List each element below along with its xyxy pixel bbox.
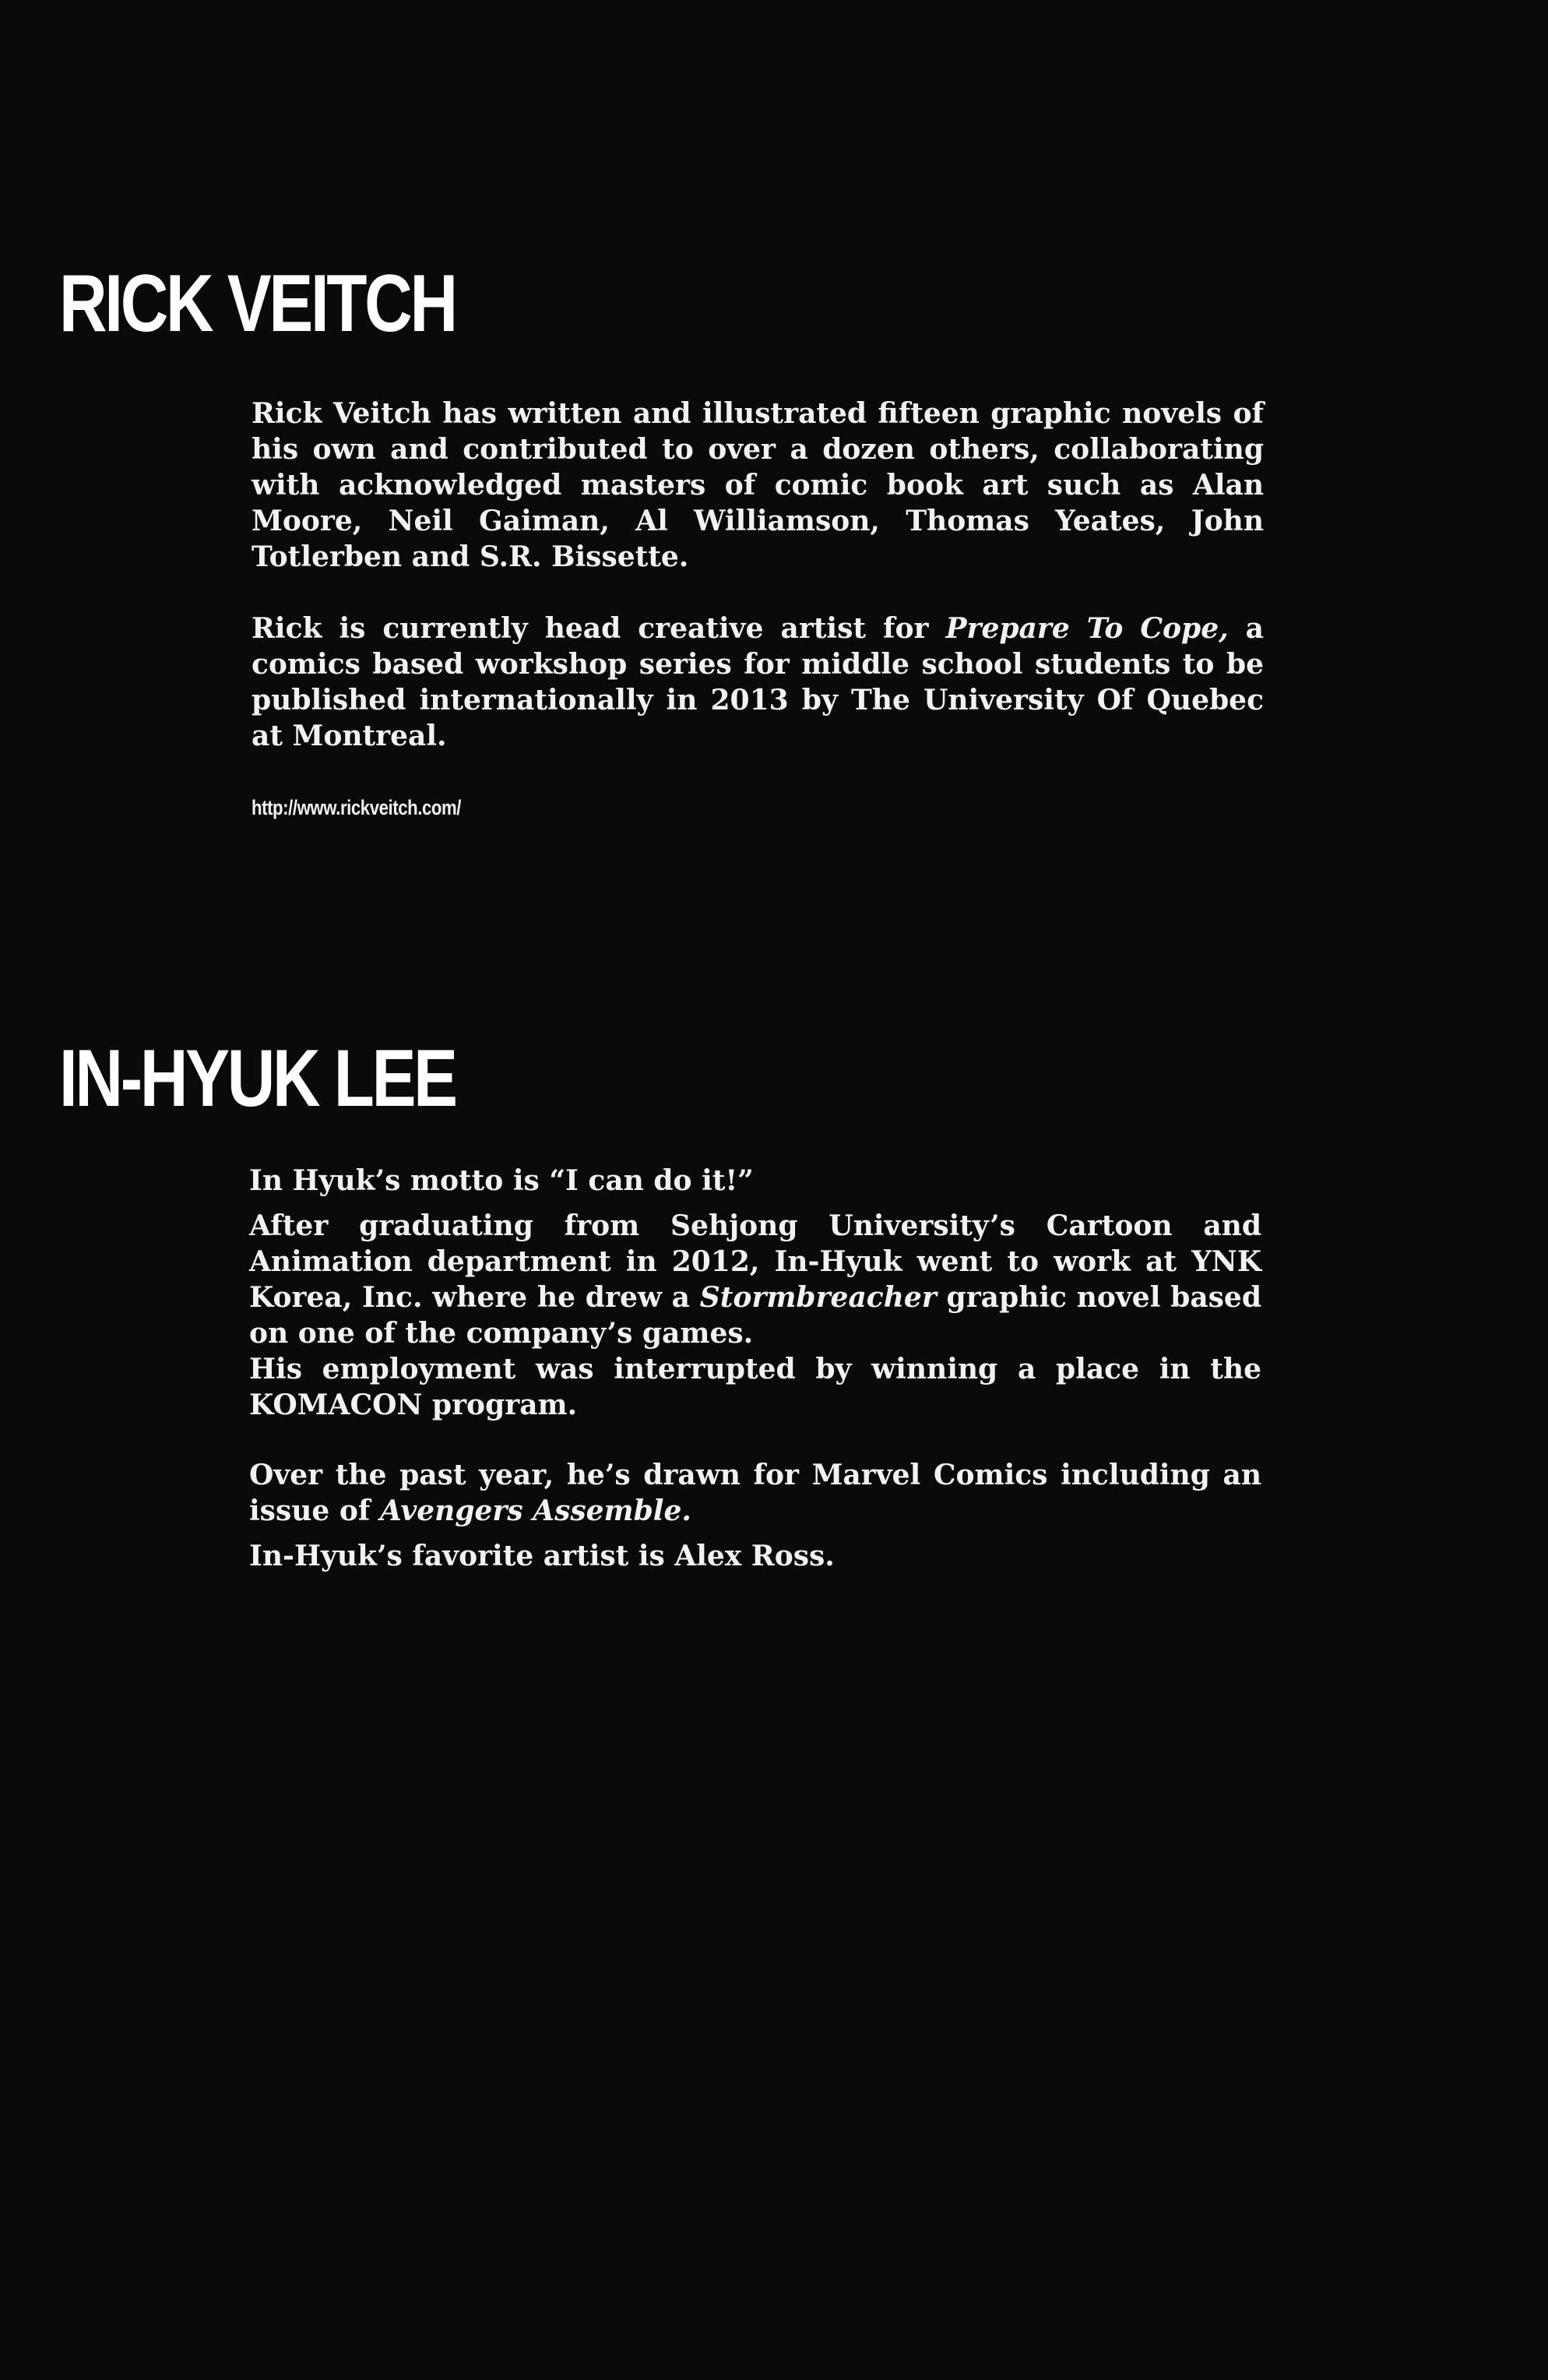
- bio-text: After graduating from Sehjong University’s Cartoon and Animation department in 2012, In-Hyuk went to work at YNK Korea, Inc. where he drew a: [249, 1209, 1261, 1314]
- bio-text: graphic novel based on one of the company’s games.: [249, 1281, 1261, 1350]
- rick-veitch-heading: RICK VEITCH: [59, 259, 456, 349]
- in-hyuk-lee-heading: IN-HYUK LEE: [59, 1033, 456, 1124]
- in-hyuk-lee-bio-paragraph-3: [249, 1457, 1261, 1529]
- rick-veitch-bio-paragraph-1: Rick Veitch has written and illustrated fifteen graphic novels of his own and contributed to over a dozen others, collaborating with acknowledged masters of comic book art such as Alan Moore, Neil Gaiman, Al Williamson, Thomas Yeates, John Totlerben and S.R. Bissette.: [252, 397, 1264, 573]
- rick-veitch-bio-paragraph-2: [252, 611, 1264, 754]
- in-hyuk-lee-bio-paragraph-2: His employment was interrupted by winning a place in the KOMACON program.: [249, 1353, 1261, 1421]
- in-hyuk-lee-section: [0, 1032, 1548, 1572]
- bio-text: Rick is currently head creative artist for: [252, 612, 946, 645]
- bio-text: a comics based workshop series for middle school students to be published internationally in 2013 by The University Of Quebec at Montreal.: [252, 612, 1264, 752]
- in-hyuk-lee-motto: In Hyuk’s motto is “I can do it!”: [249, 1164, 754, 1197]
- bio-text: Over the past year, he’s drawn for Marvel Comics including an issue of: [249, 1459, 1261, 1527]
- rick-veitch-website-link[interactable]: http://www.rickveitch.com/: [252, 796, 462, 819]
- rick-veitch-section: [0, 257, 1548, 819]
- book-title-prepare-to-cope: Prepare To Cope,: [945, 612, 1229, 645]
- book-title-stormbreacher: Stormbreacher: [699, 1281, 937, 1314]
- in-hyuk-lee-bio: [249, 1163, 1261, 1574]
- rick-veitch-bio: [252, 396, 1264, 826]
- book-title-avengers-assemble: Avengers Assemble.: [379, 1495, 691, 1527]
- in-hyuk-lee-bio-paragraph-1: [249, 1208, 1261, 1351]
- in-hyuk-lee-favorite-artist: In-Hyuk’s favorite artist is Alex Ross.: [249, 1540, 835, 1572]
